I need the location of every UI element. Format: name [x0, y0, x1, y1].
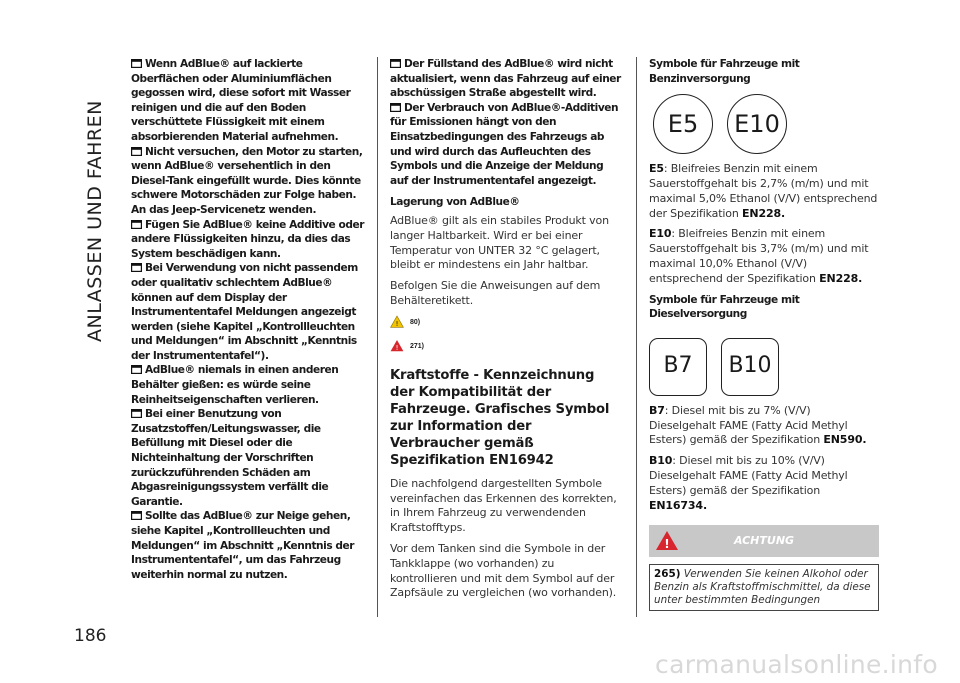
bullet-item: AdBlue® niemals in einen anderen Behälter gießen: es würde seine Reinheitseigenschaften verlieren.: [131, 364, 339, 406]
section-heading: Kraftstoffe - Kennzeichnung der Kompatibilität der Fahrzeuge. Grafisches Symbol zur Information der Verbraucher gemäß Spezifikation EN16942: [390, 367, 610, 468]
column-divider-2: [636, 57, 637, 617]
storage-heading: Lagerung von AdBlue®: [390, 196, 520, 209]
warning-title: ACHTUNG: [733, 534, 795, 548]
e5-description: E5: Bleifreies Benzin mit einem Sauerstoffgehalt bis 2,7% (m/m) und mit maximal 5,0% Ethanol (V/V) entsprechend der Spezifikation EN228.: [649, 162, 878, 220]
watermark-text: carmanualsonline.info: [655, 650, 938, 679]
column-3: [649, 57, 879, 611]
bullet-item: Wenn AdBlue® auf lackierte Oberflächen oder Aluminiumflächen gegossen wird, diese sofort mit Wasser reinigen und die auf den Boden verschüttete Flüssigkeit mit einem absorbierenden Material aufnehmen.: [131, 58, 351, 143]
b7-description: B7: Diesel mit bis zu 7% (V/V) Dieselgehalt FAME (Fatty Acid Methyl Esters) gemäß der Spezifikation EN590.: [649, 403, 867, 447]
storage-paragraph-1: AdBlue® gilt als ein stabiles Produkt von langer Haltbarkeit. Wird er bei einer Temperatur von UNTER 32 °C gelagert, bleibt er mindestens ein Jahr haltbar.: [390, 213, 609, 272]
diesel-symbols-heading: Symbole für Fahrzeuge mit Dieselversorgung: [649, 293, 800, 321]
storage-paragraph-2: Befolgen Sie die Anweisungen auf dem Behälteretikett.: [390, 279, 601, 307]
caution-triangle-icon: [390, 315, 404, 333]
diesel-symbols: [649, 338, 879, 396]
bullet-box-icon: [131, 365, 142, 374]
b10-symbol: B10: [721, 338, 779, 396]
bullet-box-icon: [131, 220, 142, 229]
bullet-item: Nicht versuchen, den Motor zu starten, wenn AdBlue® versehentlich in den Diesel-Tank eingefüllt wurde. Dies könnte schwere Motorschäden zur Folge haben. An das Jeep-Servicenetz wenden.: [131, 145, 363, 216]
bullet-box-icon: [131, 511, 142, 520]
bullet-item: Sollte das AdBlue® zur Neige gehen, siehe Kapitel „Kontrollleuchten und Meldungen“ im Abschnitt „Kenntnis der Instrumententafel“, um das Fahrzeug weiterhin normal zu nutzen.: [131, 510, 355, 581]
chapter-side-title: [80, 60, 110, 340]
intro-paragraph-1: Die nachfolgend dargestellten Symbole vereinfachen das Erkennen des korrekten, in Ihrem Fahrzeug zu verwendenden Kraftstofftyps.: [390, 476, 617, 535]
svg-text:!: !: [395, 343, 399, 352]
intro-paragraph-2: Vor dem Tanken sind die Symbole in der Tankklappe (wo vorhanden) zu kontrollieren und mit dem Symbol auf der Zapfsäule zu vergleichen (wo vorhanden).: [390, 541, 617, 600]
column-2: [390, 57, 622, 607]
bullet-box-icon: [131, 147, 142, 156]
page-number: 186: [74, 626, 107, 646]
warning-triangle-icon: [390, 339, 404, 357]
e5-symbol: E5: [653, 94, 713, 154]
svg-text:!: !: [395, 319, 399, 328]
warning-banner: [649, 525, 879, 557]
bullet-box-icon: [131, 59, 142, 68]
warning-text-box: 265) Verwenden Sie keinen Alkohol oder Benzin als Kraftstoffmischmittel, da diese unter bestimmten Bedingungen: [649, 564, 879, 611]
caution-reference: [390, 315, 622, 333]
bullet-item: Der Füllstand des AdBlue® wird nicht aktualisiert, wenn das Fahrzeug auf einer abschüssigen Straße abgestellt wird.: [390, 58, 621, 100]
chapter-title-text: ANLASSEN UND FAHREN: [84, 100, 106, 342]
column-1: [131, 57, 371, 582]
bullet-box-icon: [131, 409, 142, 418]
bullet-item: Bei Verwendung von nicht passendem oder qualitativ schlechtem AdBlue® können auf dem Display der Instrumententafel Meldungen angezeigt werden (siehe Kapitel „Kontrollleuchten und Meldungen“ im Abschnitt „Kenntnis der Instrumententafel“).: [131, 262, 358, 362]
warning-reference: [390, 339, 622, 357]
bullet-item: Bei einer Benutzung von Zusatzstoffen/Leitungswasser, die Befüllung mit Diesel oder die Nichteinhaltung der Vorschriften zurückzuführenden Schäden am Abgasreinigungssystem verfällt die Garantie.: [131, 408, 329, 508]
bullet-box-icon: [390, 59, 401, 68]
e10-description: E10: Bleifreies Benzin mit einem Sauerstoffgehalt bis 3,7% (m/m) und mit maximal 10,0% Ethanol (V/V) entsprechend der Spezifikation EN228.: [649, 227, 869, 285]
petrol-symbols: [653, 94, 879, 154]
bullet-box-icon: [131, 263, 142, 272]
svg-text:!: !: [664, 537, 670, 552]
warning-reference-number: 271): [410, 343, 425, 351]
bullet-item: Der Verbrauch von AdBlue®-Additiven für Emissionen hängt von den Einsatzbedingungen des Fahrzeugs ab und wird durch das Aufleuchten des Symbols und die Anzeige der Meldung auf der Instrumententafel angezeigt.: [390, 101, 619, 187]
bullet-box-icon: [390, 103, 401, 112]
column-divider-1: [377, 57, 378, 617]
caution-reference-number: 80): [410, 319, 421, 327]
b10-description: B10: Diesel mit bis zu 10% (V/V) Dieselgehalt FAME (Fatty Acid Methyl Esters) gemäß der Spezifikation EN16734.: [649, 454, 848, 512]
bullet-item: Fügen Sie AdBlue® keine Additive oder andere Flüssigkeiten hinzu, da dies das System beschädigen kann.: [131, 218, 364, 260]
petrol-symbols-heading: Symbole für Fahrzeuge mit Benzinversorgung: [649, 58, 800, 85]
e10-symbol: E10: [727, 94, 787, 154]
b7-symbol: B7: [649, 338, 707, 396]
